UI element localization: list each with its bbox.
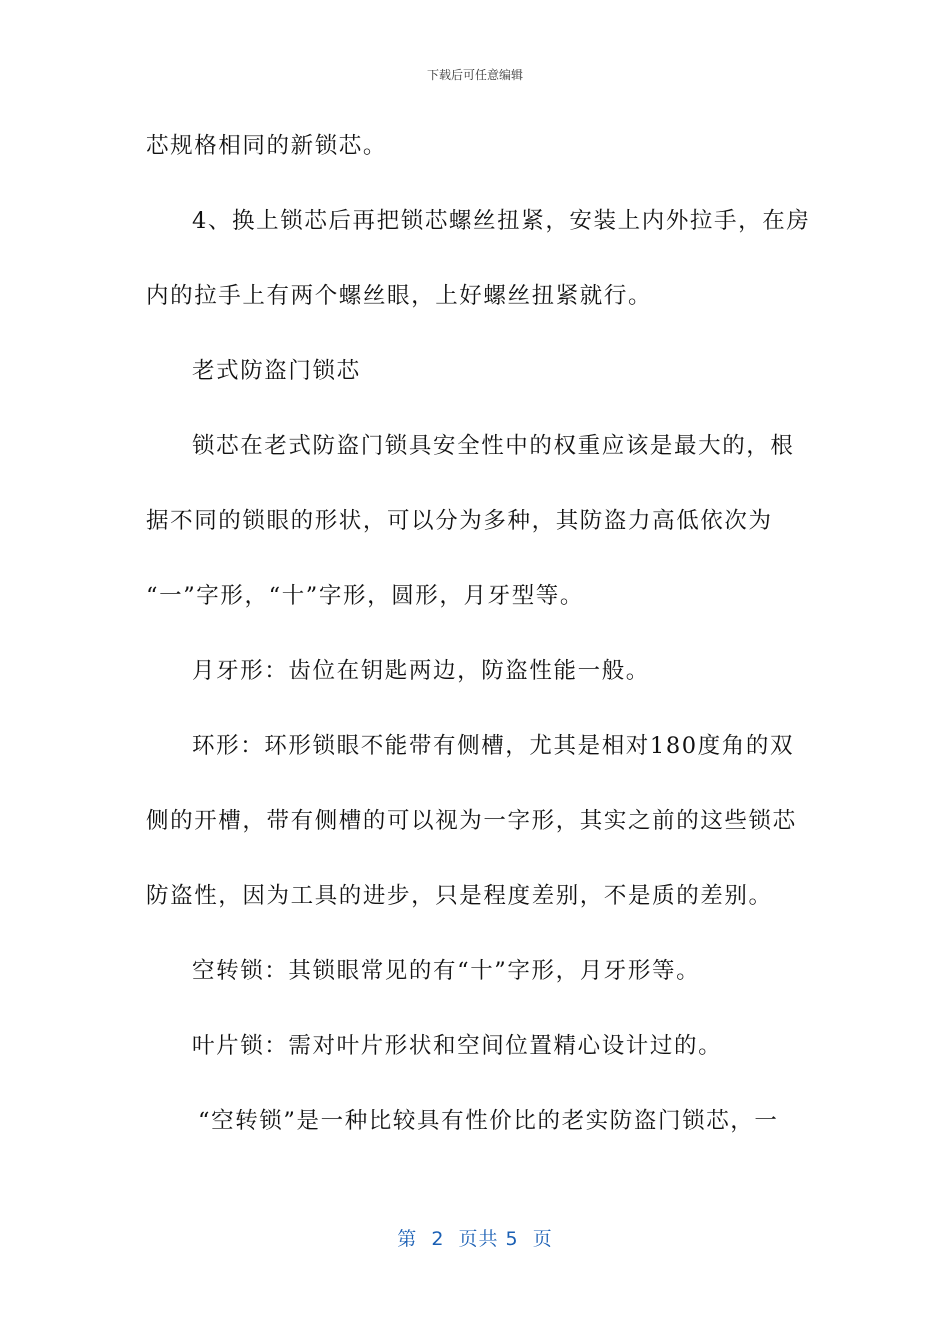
text-line: 叶片锁：需对叶片形状和空间位置精心设计过的。 — [192, 1033, 723, 1059]
page-footer-page-number: 第 2 页共 5 页 — [397, 1228, 553, 1250]
text-line: 环形：环形锁眼不能带有侧槽，尤其是相对180度角的双 — [192, 733, 795, 759]
text-line: 空转锁：其锁眼常见的有“十”字形，月牙形等。 — [192, 958, 701, 984]
text-line: “一”字形，“十”字形，圆形，月牙型等。 — [146, 583, 585, 609]
text-line: “空转锁”是一种比较具有性价比的老实防盗门锁芯，一 — [198, 1108, 779, 1134]
text-line: 锁芯在老式防盗门锁具安全性中的权重应该是最大的，根 — [192, 433, 795, 459]
document-body — [146, 120, 811, 1170]
text-line: 侧的开槽，带有侧槽的可以视为一字形，其实之前的这些锁芯 — [146, 808, 797, 834]
text-line: 防盗性，因为工具的进步，只是程度差别，不是质的差别。 — [146, 883, 773, 909]
text-line: 月牙形：齿位在钥匙两边，防盗性能一般。 — [192, 658, 650, 684]
text-line: 内的拉手上有两个螺丝眼，上好螺丝扭紧就行。 — [146, 283, 653, 309]
text-line: 4、换上锁芯后再把锁芯螺丝扭紧，安装上内外拉手，在房 — [192, 208, 811, 234]
section-heading: 老式防盗门锁芯 — [192, 358, 361, 384]
page-header: 下载后可任意编辑 — [426, 68, 523, 82]
text-line: 芯规格相同的新锁芯。 — [146, 133, 388, 159]
text-line: 据不同的锁眼的形状，可以分为多种，其防盗力高低依次为 — [146, 508, 773, 534]
